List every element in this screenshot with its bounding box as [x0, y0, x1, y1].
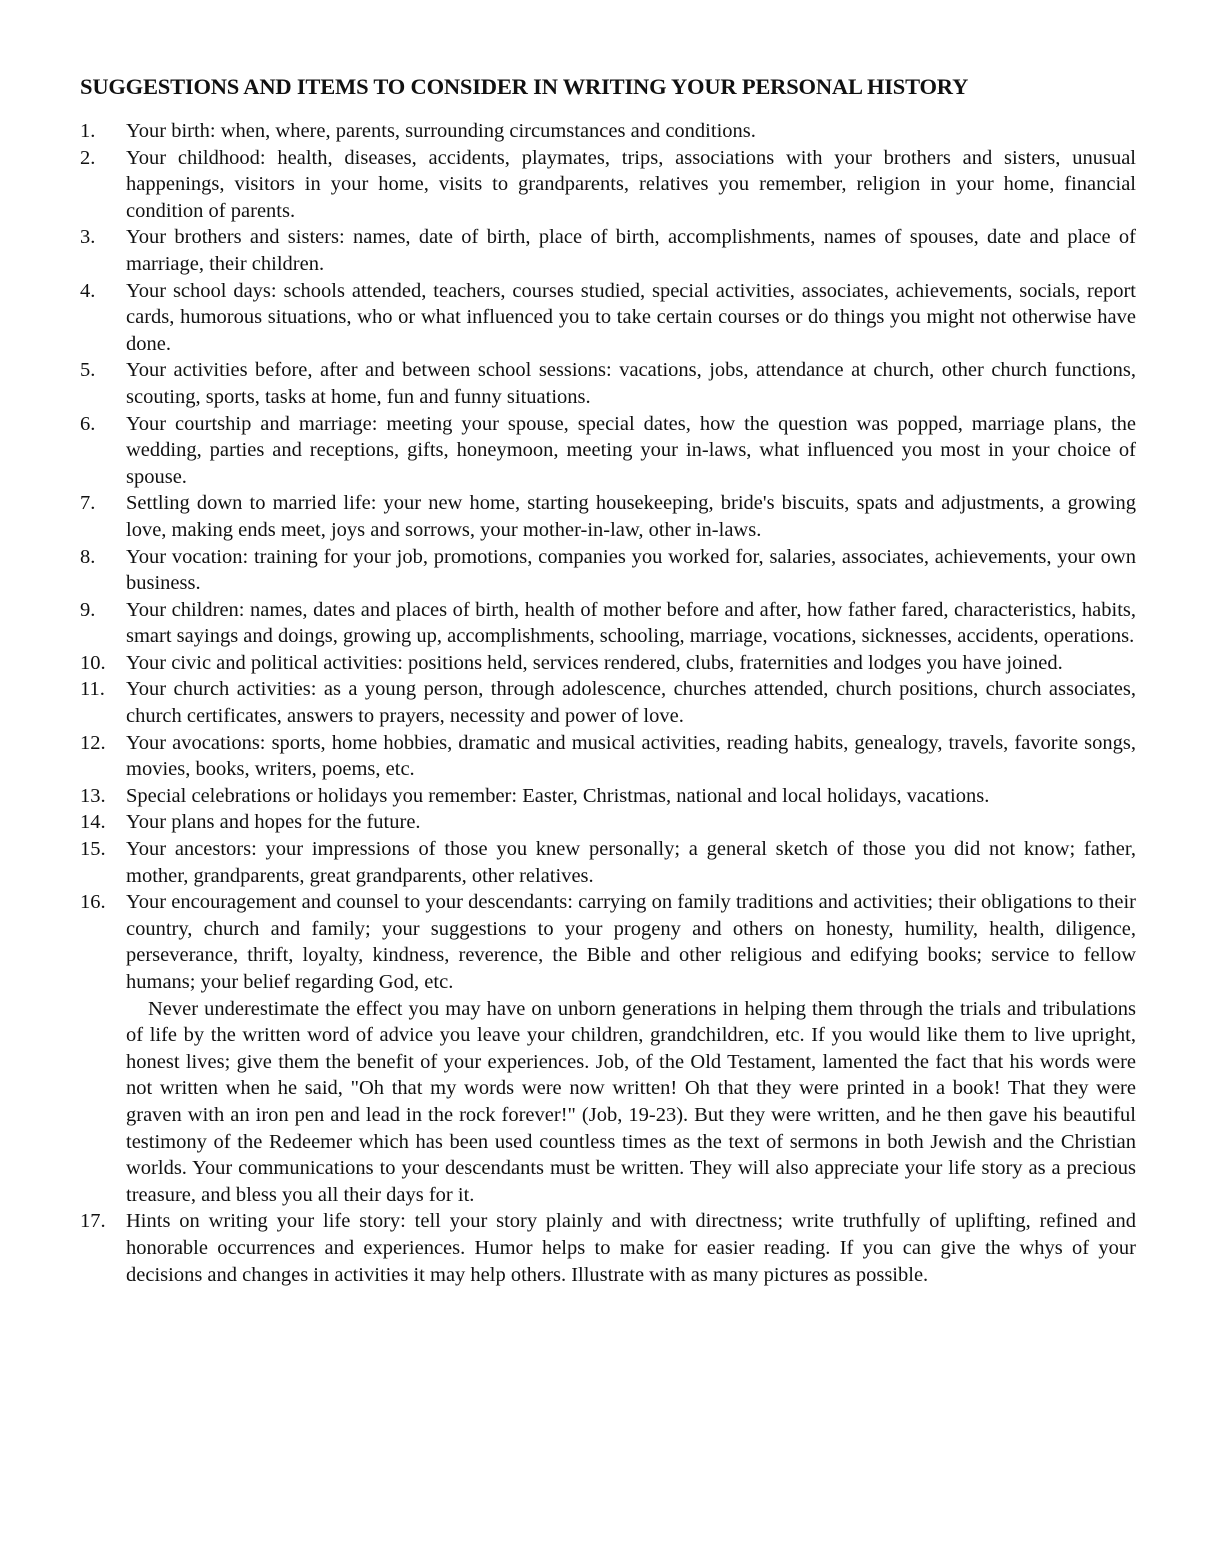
item-text: Your civic and political activities: positions held, services rendered, clubs, fraternities and lodges you have joined.: [126, 651, 1063, 674]
item-number: 3.: [80, 226, 96, 249]
list-item-16: [80, 889, 1136, 1208]
list-item-8: [80, 544, 1136, 597]
item-text: Your ancestors: your impressions of those you knew personally; a general sketch of those you did not know; father, mother, grandparents, great grandparents, other relatives.: [126, 838, 1136, 887]
list-item-9: [80, 597, 1136, 650]
item-number: 7.: [80, 492, 96, 515]
item-text: Your activities before, after and between school sessions: vacations, jobs, attendance at church, other church functions, scouting, sports, tasks at home, fun and funny situations.: [126, 359, 1136, 408]
list-item-1: [80, 118, 1136, 145]
suggestion-list: [80, 118, 1136, 1288]
item-text: Your birth: when, where, parents, surrounding circumstances and conditions.: [126, 120, 756, 142]
item-text: Your brothers and sisters: names, date of birth, place of birth, accomplishments, names of spouses, date and place of marriage, their children.: [126, 226, 1136, 275]
list-item-3: [80, 224, 1136, 277]
item-text: Your courtship and marriage: meeting your spouse, special dates, how the question was popped, marriage plans, the wedding, parties and receptions, gifts, honeymoon, meeting your in-laws, what influenced you most in your choice of spouse.: [126, 412, 1136, 488]
list-item-11: [80, 676, 1136, 729]
item-paragraph: Never underestimate the effect you may have on unborn generations in helping them through the trials and tribulations of life by the written word of advice you leave your children, grandchildren, etc. If you would like them to live upright, honest lives; give them the benefit of your experiences. Job, of the Old Testament, lamented the fact that his words were not written when he said, "Oh that my words were now written! Oh that they were printed in a book! That they were graven with an iron pen and lead in the rock forever!" (Job, 19-23). But they were written, and he then gave his beautiful testimony of the Redeemer which has been used countless times as the text of sermons in both Jewish and the Christian worlds. Your communications to your descendants must be written. They will also appreciate your life story as a precious treasure, and bless you all their days for it.: [126, 997, 1136, 1206]
item-number: 10.: [80, 651, 106, 674]
item-number: 13.: [80, 784, 106, 807]
list-item-13: [80, 783, 1136, 810]
list-item-4: [80, 278, 1136, 358]
document-page: [80, 74, 1136, 1288]
item-text: Special celebrations or holidays you remember: Easter, Christmas, national and local holidays, vacations.: [126, 784, 990, 807]
item-number: 14.: [80, 811, 106, 834]
item-text: Your plans and hopes for the future.: [126, 811, 421, 834]
item-number: 8.: [80, 545, 96, 568]
list-item-15: [80, 836, 1136, 889]
item-number: 4.: [80, 279, 96, 302]
item-number: 12.: [80, 731, 106, 754]
item-text: Your church activities: as a young person, through adolescence, churches attended, church positions, church associates, church certificates, answers to prayers, necessity and power of love.: [126, 678, 1136, 728]
item-number: 17.: [80, 1210, 106, 1233]
item-number: 6.: [80, 412, 96, 435]
item-text: Hints on writing your life story: tell your story plainly and with directness; write truthfully of uplifting, refined and honorable occurrences and experiences. Humor helps to make for easier reading. If you can give the whys of your decisions and changes in activities it may help others. Illustrate with as many pictures as possible.: [126, 1210, 1136, 1286]
item-text: Your school days: schools attended, teachers, courses studied, special activities, associates, achievements, socials, report cards, humorous situations, who or what influenced you to take certain courses or do things you might not otherwise have done.: [126, 279, 1136, 355]
item-number: 5.: [80, 359, 96, 382]
list-item-10: [80, 650, 1136, 677]
item-text: Your vocation: training for your job, promotions, companies you worked for, salaries, associates, achievements, your own business.: [126, 545, 1136, 595]
item-number: 2.: [80, 146, 96, 169]
item-number: 16.: [80, 891, 106, 914]
item-number: 11.: [80, 678, 105, 701]
page-title: SUGGESTIONS AND ITEMS TO CONSIDER IN WRITING YOUR PERSONAL HISTORY: [80, 74, 969, 99]
list-item-12: [80, 730, 1136, 783]
item-number: 9.: [80, 598, 96, 621]
list-item-7: [80, 490, 1136, 543]
item-text-block: [126, 889, 1136, 1208]
item-text: Your encouragement and counsel to your descendants: carrying on family traditions and activities; their obligations to their country, church and family; your suggestions to your progeny and others on honesty, humility, health, diligence, perseverance, thrift, loyalty, kindness, reverence, the Bible and other religious and edifying books; service to fellow humans; your belief regarding God, etc.: [126, 891, 1136, 993]
item-text: Your childhood: health, diseases, accidents, playmates, trips, associations with your brothers and sisters, unusual happenings, visitors in your home, visits to grandparents, relatives you remember, religion in your home, financial condition of parents.: [126, 146, 1136, 222]
list-item-2: [80, 145, 1136, 225]
item-text: Settling down to married life: your new home, starting housekeeping, bride's biscuits, spats and adjustments, a growing love, making ends meet, joys and sorrows, your mother-in-law, other in-laws.: [126, 492, 1136, 541]
list-item-5: [80, 357, 1136, 410]
item-number: 1.: [80, 120, 96, 142]
item-text: Your avocations: sports, home hobbies, dramatic and musical activities, reading habits, genealogy, travels, favorite songs, movies, books, writers, poems, etc.: [126, 731, 1136, 781]
item-number: 15.: [80, 838, 106, 861]
list-item-17: [80, 1208, 1136, 1288]
list-item-14: [80, 809, 1136, 836]
list-item-6: [80, 411, 1136, 491]
item-text: Your children: names, dates and places of birth, health of mother before and after, how father fared, characteristics, habits, smart sayings and doings, growing up, accomplishments, schooling, marriage, vocations, sicknesses, accidents, operations.: [126, 598, 1136, 648]
